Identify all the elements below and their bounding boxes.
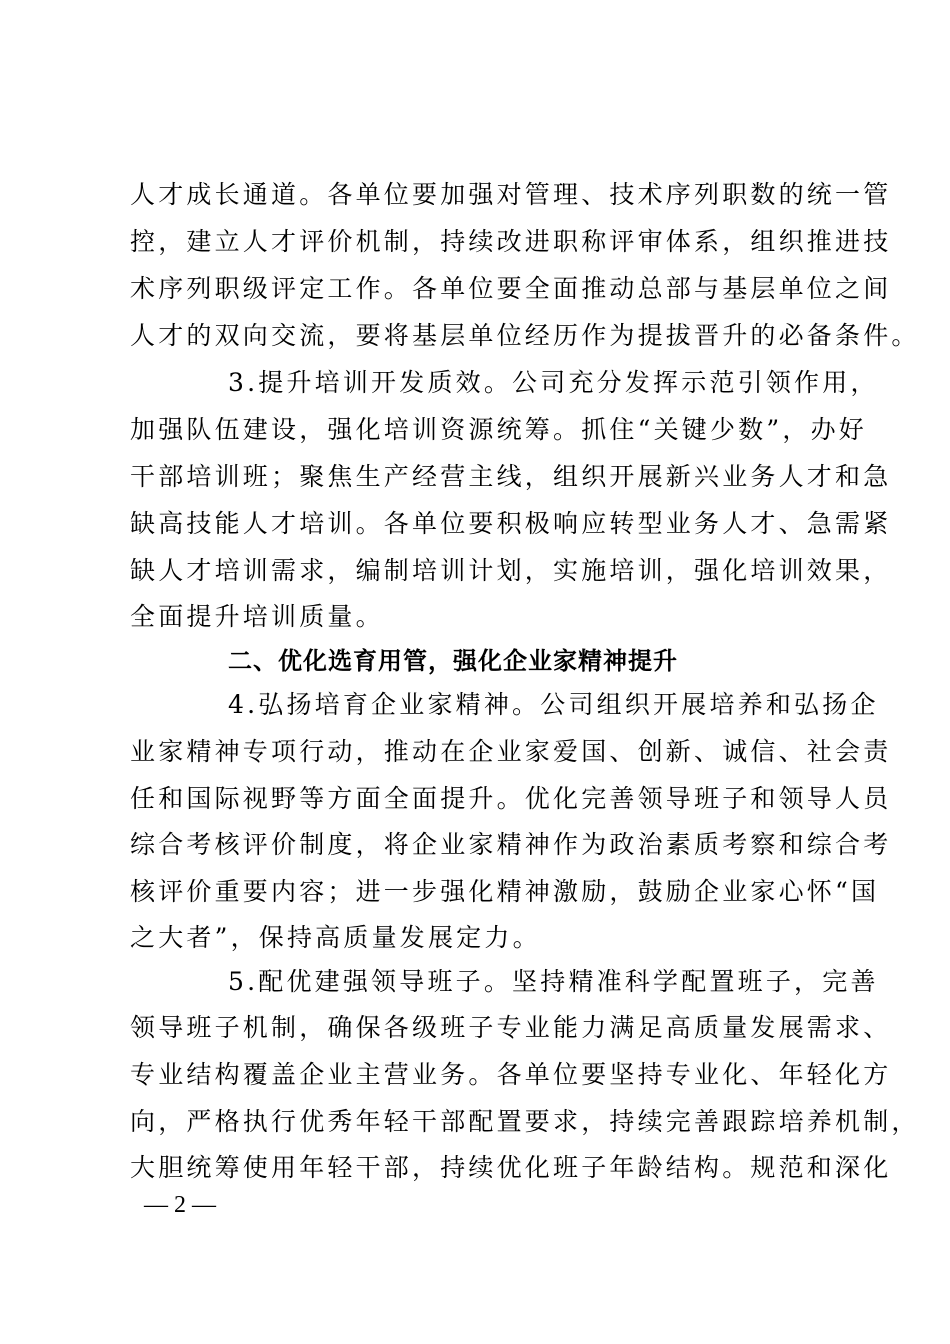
paragraph-line: 大胆统筹使用年轻干部，持续优化班子年龄结构。规范和深化 <box>130 1153 892 1182</box>
paragraph-line: 加强队伍建设，强化培训资源统筹。抓住“关键少数”，办好 <box>130 415 867 444</box>
paragraph-line: 专业结构覆盖企业主营业务。各单位要坚持专业化、年轻化方 <box>130 1060 892 1089</box>
paragraph-line: 业家精神专项行动，推动在企业家爱国、创新、诚信、社会责 <box>130 737 892 766</box>
paragraph-line: 缺高技能人才培训。各单位要积极响应转型业务人才、急需紧 <box>130 509 892 538</box>
paragraph-line: 人才的双向交流，要将基层单位经历作为提拔晋升的必备条件。 <box>130 321 920 350</box>
paragraph-line: 综合考核评价制度，将企业家精神作为政治素质考察和综合考 <box>130 830 892 859</box>
paragraph-line: 3.提升培训开发质效。公司充分发挥示范引领作用， <box>228 368 879 397</box>
paragraph-line: 核评价重要内容；进一步强化精神激励，鼓励企业家心怀“国 <box>130 877 880 906</box>
paragraph-line: 术序列职级评定工作。各单位要全面推动总部与基层单位之间 <box>130 274 892 303</box>
paragraph-line: 任和国际视野等方面全面提升。优化完善领导班子和领导人员 <box>130 784 892 813</box>
page-number: — 2 — <box>144 1192 216 1218</box>
paragraph-line: 向，严格执行优秀年轻干部配置要求，持续完善跟踪培养机制， <box>130 1107 920 1136</box>
paragraph-line: 全面提升培训质量。 <box>130 602 384 631</box>
paragraph-line: 5.配优建强领导班子。坚持精准科学配置班子，完善 <box>228 967 879 996</box>
paragraph-line: 缺人才培训需求，编制培训计划，实施培训，强化培训效果， <box>130 556 892 585</box>
section-heading: 二、优化选育用管，强化企业家精神提升 <box>228 647 678 675</box>
paragraph-line: 人才成长通道。各单位要加强对管理、技术序列职数的统一管 <box>130 180 892 209</box>
paragraph-line: 4.弘扬培育企业家精神。公司组织开展培养和弘扬企 <box>228 690 879 719</box>
paragraph-line: 领导班子机制，确保各级班子专业能力满足高质量发展需求、 <box>130 1013 892 1042</box>
paragraph-line: 控，建立人才评价机制，持续改进职称评审体系，组织推进技 <box>130 227 892 256</box>
paragraph-line: 之大者”，保持高质量发展定力。 <box>130 923 541 952</box>
paragraph-line: 干部培训班；聚焦生产经营主线，组织开展新兴业务人才和急 <box>130 462 892 491</box>
